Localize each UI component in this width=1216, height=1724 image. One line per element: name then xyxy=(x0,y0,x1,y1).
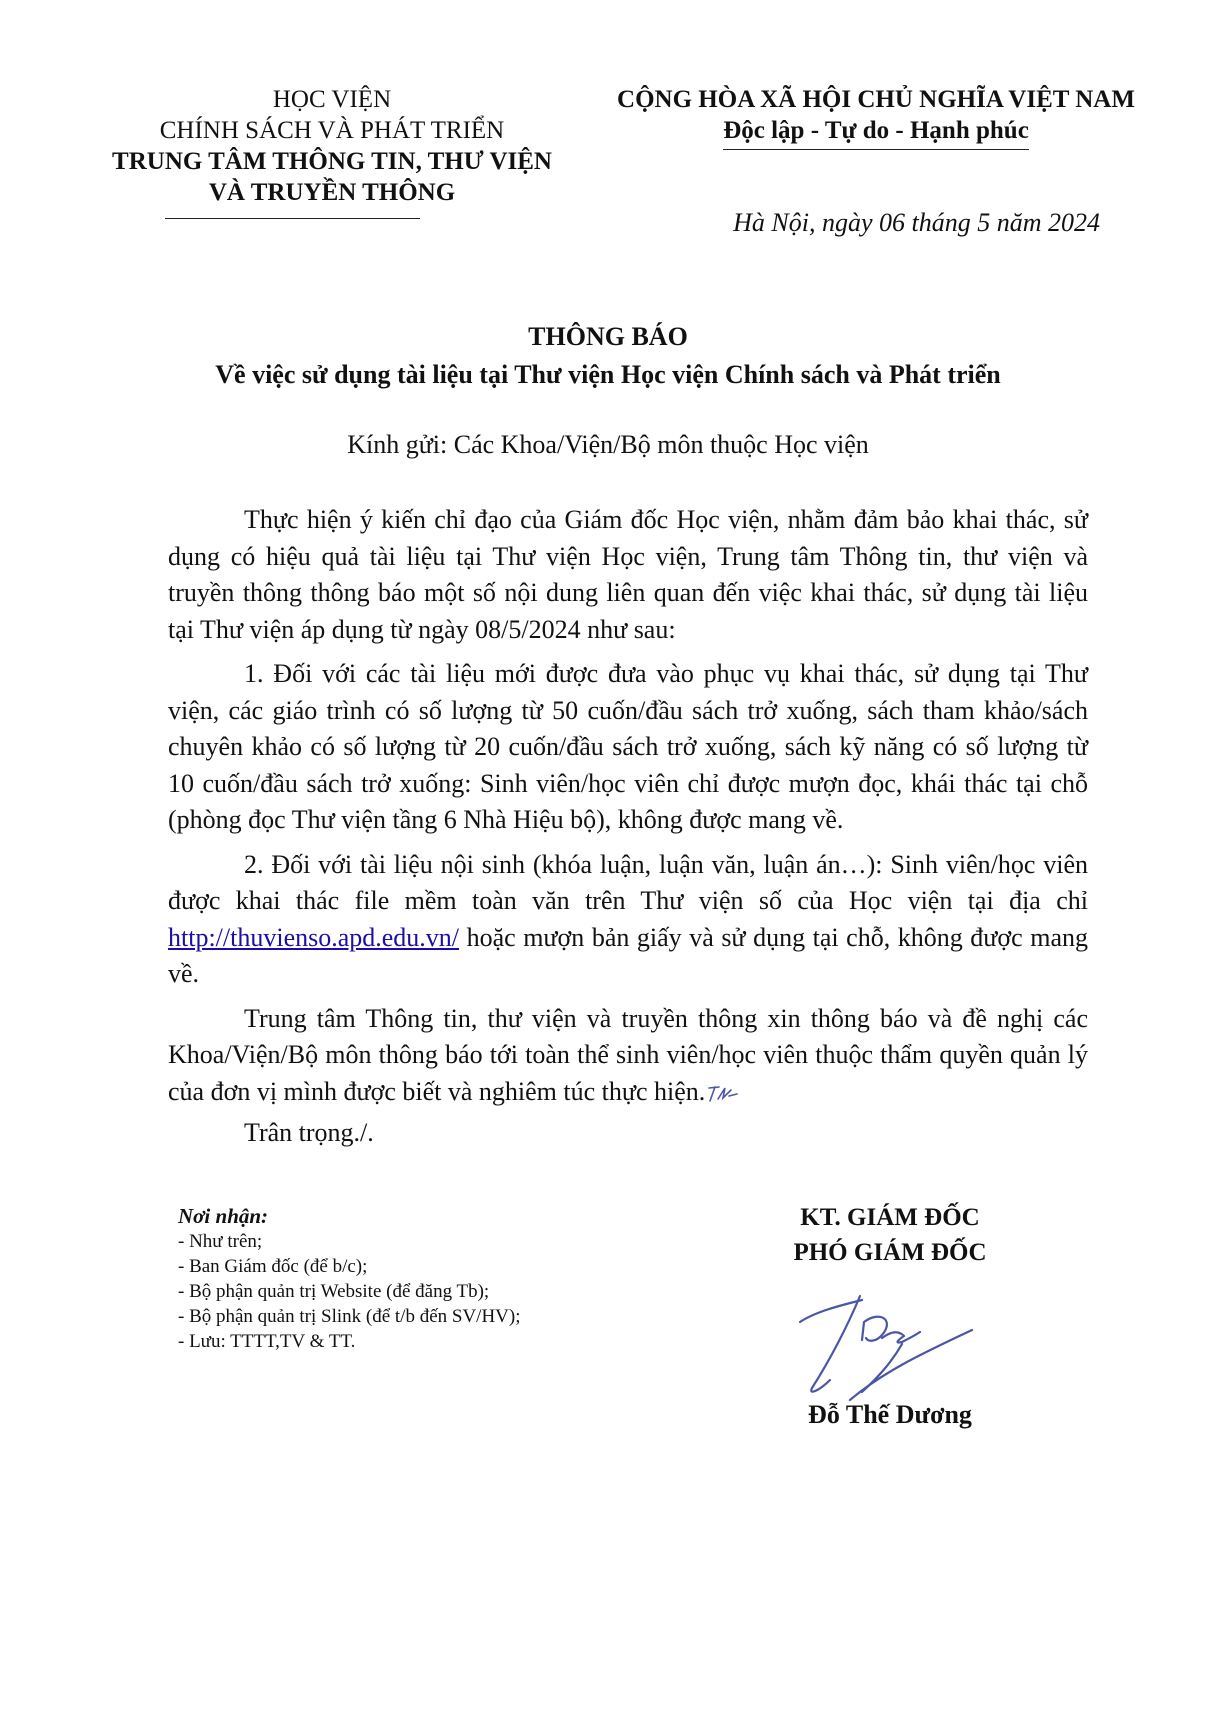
date-line: Hà Nội, ngày 06 tháng 5 năm 2024 xyxy=(733,208,1100,237)
digital-library-link[interactable]: http://thuvienso.apd.edu.vn/ xyxy=(168,922,460,952)
national-header xyxy=(586,84,1166,150)
signature-title-block xyxy=(740,1200,1040,1270)
org-line-2: CHÍNH SÁCH VÀ PHÁT TRIỂN xyxy=(159,117,505,144)
body-paragraph-3 xyxy=(168,847,1088,993)
recipient-item: - Bộ phận quản trị Website (để đăng Tb); xyxy=(178,1281,490,1302)
recipient-item: - Bộ phận quản trị Slink (để t/b đến SV/HV); xyxy=(178,1306,521,1327)
recipient-item: - Lưu: TTTT,TV & TT. xyxy=(178,1331,356,1352)
national-motto: Độc lập - Tự do - Hạnh phúc xyxy=(723,115,1029,150)
document-title xyxy=(0,318,1216,394)
org-line-3: TRUNG TÂM THÔNG TIN, THƯ VIỆN xyxy=(112,148,552,175)
body-paragraph-2: 1. Đối với các tài liệu mới được đưa vào phục vụ khai thác, sử dụng tại Thư viện, các giáo trình có số lượng từ 50 cuốn/đầu sách trở xuống, sách tham khảo/sách chuyên khảo có số lượng từ 20 cuốn/đầu sách trở xuống, sách kỹ năng có số lượng từ 10 cuốn/đầu sách trở xuống: Sinh viên/học viên chỉ được mượn đọc, khái thác tại chỗ (phòng đọc Thư viện tầng 6 Nhà Hiệu bộ), không được mang về. xyxy=(168,659,1088,834)
recipients-block xyxy=(178,1204,738,1354)
recipients-title: Nơi nhận: xyxy=(178,1204,269,1228)
recipient-item: - Ban Giám đốc (để b/c); xyxy=(178,1256,368,1277)
country-name: CỘNG HÒA XÃ HỘI CHỦ NGHĨA VIỆT NAM xyxy=(617,86,1135,113)
signer-name: Đỗ Thế Dương xyxy=(808,1400,972,1429)
signature-line-2: PHÓ GIÁM ĐỐC xyxy=(793,1239,987,1266)
org-line-4: VÀ TRUYỀN THÔNG xyxy=(208,179,456,206)
closing-line: Trân trọng./. xyxy=(244,1118,374,1147)
para3-text-before: 2. Đối với tài liệu nội sinh (khóa luận, luận văn, luận án…): Sinh viên/học viên được khai thác file mềm toàn văn trên Thư viện số của Học viện tại địa chỉ xyxy=(168,849,1088,915)
initial-mark-icon xyxy=(705,1082,741,1104)
title-subject: Về việc sử dụng tài liệu tại Thư viện Học viện Chính sách và Phát triển xyxy=(215,360,1001,389)
recipient-item: - Như trên; xyxy=(178,1231,263,1252)
para3-text-after: hoặc mượn bản giấy và sử dụng tại chỗ, không được mang về. xyxy=(168,922,1088,988)
body-paragraph-1: Thực hiện ý kiến chỉ đạo của Giám đốc Học viện, nhằm đảm bảo khai thác, sử dụng có hiệu quả tài liệu tại Thư viện Học viện, Trung tâm Thông tin, thư viện và truyền thông thông báo một số nội dung liên quan đến việc khai thác, sử dụng tài liệu tại Thư viện áp dụng từ ngày 08/5/2024 như sau: xyxy=(168,505,1088,644)
org-line-1: HỌC VIỆN xyxy=(272,86,392,113)
body-paragraph-4 xyxy=(168,1001,1088,1111)
org-divider xyxy=(165,218,420,219)
issuing-organization xyxy=(52,84,612,208)
recipient-line: Kính gửi: Các Khoa/Viện/Bộ môn thuộc Học viện xyxy=(347,430,869,459)
para4-text: Trung tâm Thông tin, thư viện và truyền thông xin thông báo và đề nghị các Khoa/Viện/Bộ môn thông báo tới toàn thể sinh viên/học viên thuộc thẩm quyền quản lý của đơn vị mình được biết và nghiêm túc thực hiện. xyxy=(168,1003,1088,1106)
signature-line-1: KT. GIÁM ĐỐC xyxy=(800,1204,980,1231)
handwritten-signature-icon xyxy=(790,1280,980,1420)
title-main: THÔNG BÁO xyxy=(528,322,688,351)
document-body xyxy=(168,502,1088,1118)
